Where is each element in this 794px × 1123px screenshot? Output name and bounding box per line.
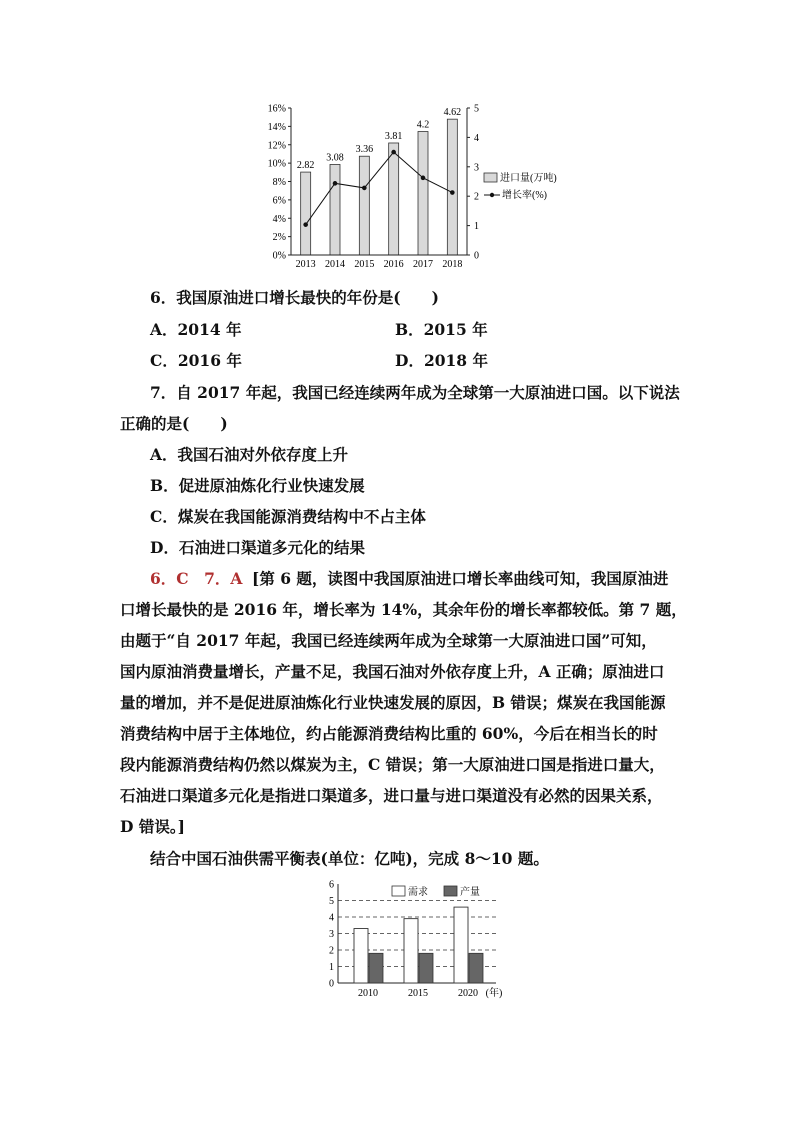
left-tick-label: 16% (267, 103, 286, 115)
q6-option-d: D．2018 年 (395, 351, 488, 370)
import-bar-label: 3.08 (326, 152, 344, 164)
answer-line-3: 由题于“自 2017 年起，我国已经连续两年成为全球第一大原油进口国”可知， (120, 631, 657, 650)
import-bar-label: 3.81 (384, 130, 403, 142)
legend-line-label: 增长率(%) (502, 190, 547, 201)
y-tick-label: 4 (329, 912, 334, 924)
output-bar (369, 953, 383, 983)
right-tick-label: 0 (474, 250, 479, 262)
y-tick-label: 6 (329, 879, 334, 891)
q6-stem: 6．我国原油进口增长最快的年份是( ) (150, 288, 439, 307)
q7-stem-line2: 正确的是( ) (120, 414, 228, 433)
q8-10-intro: 结合中国石油供需平衡表(单位：亿吨)，完成 8～10 题。 (150, 849, 549, 868)
answer-key: 6．C 7．A (150, 569, 243, 588)
demand-bar (404, 919, 418, 983)
left-tick-label: 14% (267, 121, 286, 133)
x-axis-labels (358, 986, 502, 999)
import-bar-label: 4.2 (416, 119, 430, 131)
q6-option-a: A．2014 年 (150, 320, 242, 339)
x-tick-label: 2018 (442, 259, 463, 270)
q7-option-d: D．石油进口渠道多元化的结果 (150, 538, 365, 557)
legend-output-swatch (444, 886, 457, 896)
x-tick-label: 2010 (358, 988, 378, 999)
chart-legend (484, 171, 557, 201)
answer-line-9: D 错误。] (120, 817, 185, 836)
q6-option-b: B．2015 年 (395, 320, 488, 339)
chart-legend (392, 885, 480, 898)
import-bar-label: 2.82 (296, 160, 315, 172)
x-tick-label: 2015 (408, 988, 428, 999)
q7-option-c: C．煤炭在我国能源消费结构中不占主体 (150, 507, 426, 526)
legend-demand-label: 需求 (408, 887, 428, 898)
import-bar (301, 172, 311, 255)
legend-bar-label: 进口量(万吨) (500, 173, 557, 184)
import-bar (330, 164, 340, 255)
growth-point (450, 190, 455, 195)
right-tick-label: 1 (474, 221, 479, 233)
x-tick-label: 2020 (458, 988, 478, 999)
x-tick-label: 2013 (295, 259, 316, 270)
import-bar (418, 132, 428, 255)
left-tick-label: 6% (272, 195, 286, 207)
q6-option-c: C．2016 年 (150, 351, 242, 370)
chart-bars (354, 907, 483, 983)
growth-point (362, 186, 367, 191)
import-bar-label: 3.36 (355, 144, 374, 156)
left-tick-label: 10% (267, 158, 286, 170)
right-axis (467, 104, 479, 262)
legend-line-marker (490, 193, 494, 197)
right-tick-label: 4 (474, 132, 479, 144)
demand-bar (354, 929, 368, 983)
x-tick-label: 2014 (325, 259, 345, 270)
output-bar (469, 953, 483, 983)
oil-import-chart (255, 98, 585, 278)
left-tick-label: 2% (272, 232, 286, 244)
x-tick-label: 2016 (383, 259, 404, 270)
y-tick-label: 5 (329, 896, 334, 907)
answer-line-6: 消费结构中居于主体地位，约占能源消费结构比重的 60%，今后在相当长的时 (120, 724, 658, 743)
q7-option-a: A．我国石油对外依存度上升 (150, 445, 349, 464)
supply-demand-chart (318, 876, 518, 1006)
legend-bar-swatch (484, 173, 497, 182)
left-tick-label: 8% (272, 177, 286, 188)
answer-line-1: [第 6 题，读图中我国原油进口增长率曲线可知，我国原油进 (252, 569, 669, 588)
demand-bar (454, 907, 468, 983)
left-axis (268, 104, 291, 262)
left-tick-label: 4% (272, 213, 286, 225)
y-tick-label: 2 (329, 945, 334, 957)
output-bar (419, 953, 433, 983)
left-tick-label: 0% (272, 250, 286, 262)
y-tick-label: 3 (329, 929, 334, 940)
legend-output-label: 产量 (460, 887, 480, 898)
x-axis-unit: (年) (485, 988, 503, 999)
x-tick-label: 2015 (354, 259, 375, 270)
right-tick-label: 2 (474, 191, 479, 203)
growth-point (421, 176, 426, 181)
q7-option-b: B．促进原油炼化行业快速发展 (150, 476, 365, 495)
right-tick-label: 5 (474, 103, 479, 115)
answer-line-4: 国内原油消费量增长，产量不足，我国石油对外依存度上升，A 正确；原油进口 (120, 662, 665, 681)
import-bars (297, 107, 461, 255)
answer-line-8: 石油进口渠道多元化是指进口渠道多，进口量与进口渠道没有必然的因果关系， (120, 786, 663, 805)
legend-demand-swatch (392, 886, 405, 896)
q7-stem-line1: 7．自 2017 年起，我国已经连续两年成为全球第一大原油进口国。以下说法 (150, 383, 680, 402)
growth-point (303, 222, 308, 227)
import-bar-label: 4.62 (443, 107, 462, 119)
answer-line-2: 口增长最快的是 2016 年，增长率为 14%，其余年份的增长率都较低。第 7 题， (120, 600, 687, 619)
growth-point (391, 150, 396, 155)
x-axis-labels (291, 255, 467, 270)
y-tick-label: 1 (329, 962, 334, 973)
growth-point (333, 181, 338, 186)
import-bar (447, 119, 457, 255)
right-tick-label: 3 (474, 162, 479, 174)
import-bar (359, 156, 369, 255)
y-tick-label: 0 (329, 978, 334, 990)
answer-line-7: 段内能源消费结构仍然以煤炭为主，C 错误；第一大原油进口国是指进口量大， (120, 755, 665, 774)
answer-line-5: 量的增加，并不是促进原油炼化行业快速发展的原因，B 错误；煤炭在我国能源 (120, 693, 666, 712)
x-tick-label: 2017 (413, 259, 433, 270)
left-tick-label: 12% (267, 140, 286, 152)
import-bar (389, 143, 399, 255)
